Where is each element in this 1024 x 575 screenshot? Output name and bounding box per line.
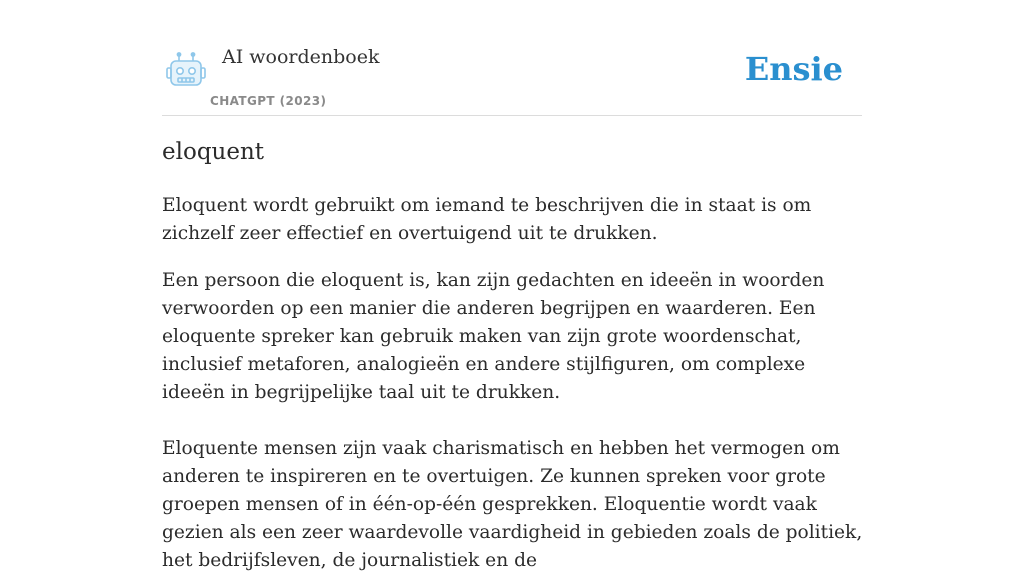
entry-term: eloquent [162,139,265,165]
source-header [162,36,862,116]
explanation-paragraph: Eloquente mensen zijn vaak charismatisch en hebben het vermogen om anderen te inspireren en te overtuigen. Ze kunnen spreken voor grote groepen mensen of in één-op-één gesprekken. Eloquentie wordt vaak gezien als een zeer waardevolle vaardigheid in gebieden zoals de politiek, het bedrijfsleven, de journalistiek en de [162,438,863,571]
source-title[interactable]: AI woordenboek [222,46,380,68]
source-meta: CHATGPT (2023) [210,94,327,108]
robot-icon [165,52,207,90]
brand-logo[interactable]: Ensie [744,50,843,88]
entry-body [162,192,867,575]
explanation-paragraph: Een persoon die eloquent is, kan zijn gedachten en ideeën in woorden verwoorden op een manier die anderen begrijpen en waarderen. Een eloquente spreker kan gebruik maken van zijn grote woordenschat, inclusief metaforen, analogieën en andere stijlfiguren, om complexe ideeën in begrijpelijke taal uit te drukken. [162,270,825,403]
definition-paragraph: Eloquent wordt gebruikt om iemand te beschrijven die in staat is om zichzelf zeer effectief en overtuigend uit te drukken. [162,195,812,244]
